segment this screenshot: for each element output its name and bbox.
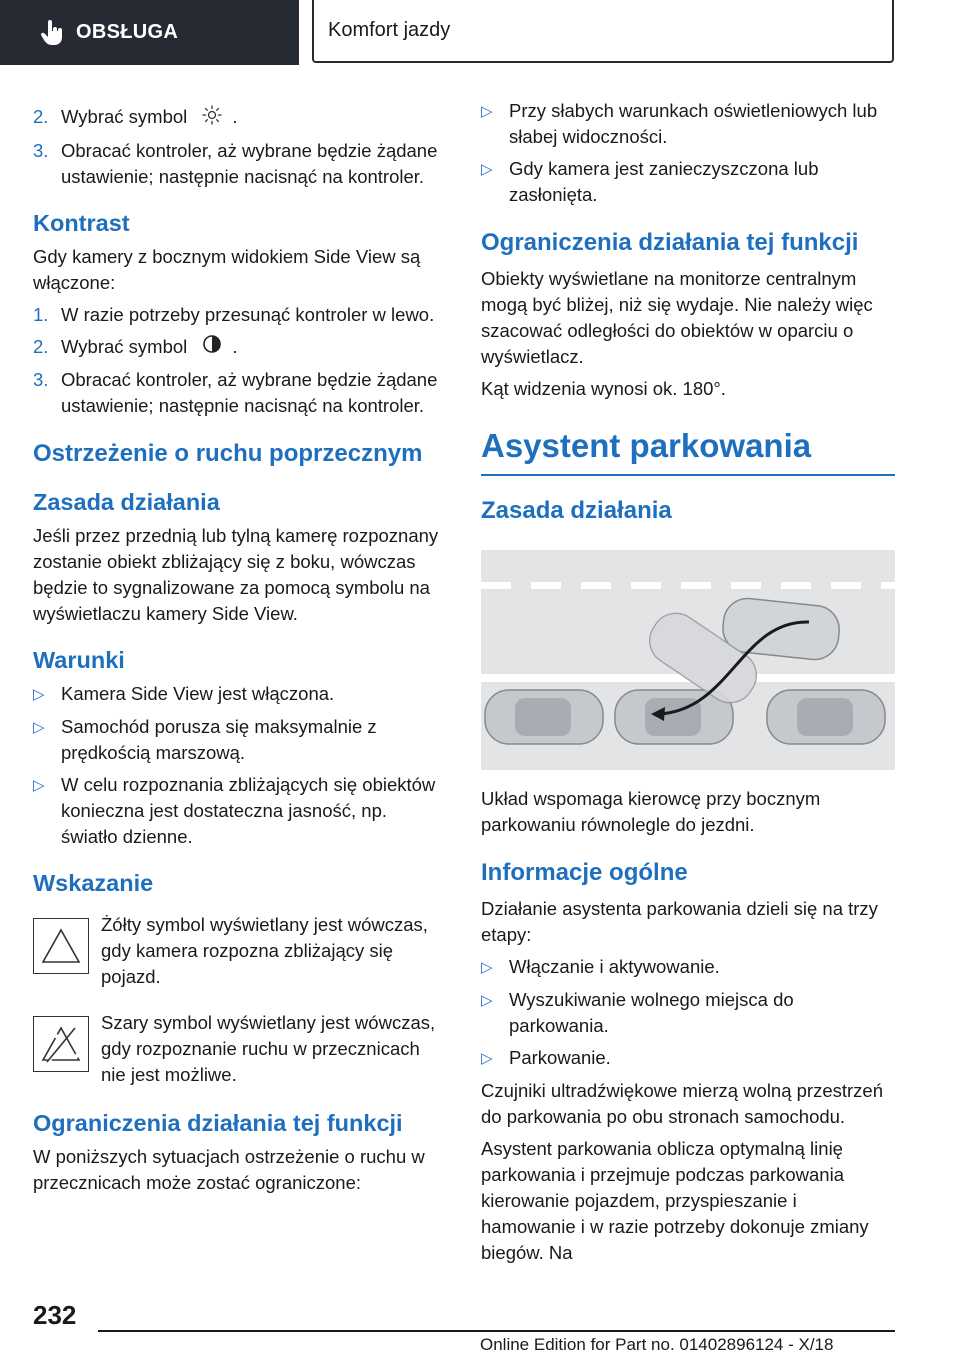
step-number: 1. xyxy=(33,303,49,325)
list-item xyxy=(33,138,447,190)
paragraph: Obiekty wyświetlane na monitorze centralnym mogą być bliżej, niż się wydaje. Nie należy więc szacować odległości do obiektów w oparciu o wyświetlacz. xyxy=(481,268,873,367)
list-item xyxy=(33,714,447,766)
bullet-icon: ▷ xyxy=(33,719,45,737)
warning-text: Żółty symbol wyświetlany jest wówczas, gdy kamera rozpozna zbliżający się pojazd. xyxy=(101,914,428,988)
bullet-icon: ▷ xyxy=(33,777,45,795)
list-item xyxy=(33,302,447,328)
heading-ograniczenia: Ograniczenia działania tej funkcji xyxy=(33,1110,403,1137)
warning-text: Szary symbol wyświetlany jest wówczas, gdy rozpoznanie ruchu w przecznicach nie jest możliwe. xyxy=(101,1012,436,1086)
bullet-text: Wyszukiwanie wolnego miejsca do parkowania. xyxy=(509,989,794,1036)
heading-ostrzezenie: Ostrzeżenie o ruchu poprzecznym xyxy=(33,440,423,468)
warning-row xyxy=(33,912,447,990)
footer-edition: Online Edition for Part no. 01402896124 - X/18 xyxy=(480,1335,834,1354)
list-item xyxy=(481,98,895,150)
page-number: 232 xyxy=(33,1300,77,1330)
image-caption: Układ wspomaga kierowcę przy bocznym parkowaniu równolegle do jezdni. xyxy=(481,788,821,835)
parked-car-left xyxy=(485,690,603,744)
hand-pointer-icon xyxy=(40,19,64,47)
bullet-icon: ▷ xyxy=(481,992,493,1009)
paragraph: W poniższych sytuacjach ostrzeżenie o ruchu w przecznicach może zostać ograniczone: xyxy=(33,1146,425,1194)
bullet-text: Kamera Side View jest włączona. xyxy=(61,683,335,705)
warning-triangle-crossed-icon xyxy=(33,1016,89,1072)
bullet-text: Włączanie i aktywowanie. xyxy=(509,956,720,977)
heading-zasada: Zasada działania xyxy=(33,489,220,516)
step-text: Obracać kontroler, aż wybrane będzie żądane ustawienie; następnie nacisnąć na kontroler. xyxy=(61,139,438,187)
section-title: Asystent parkowania xyxy=(481,424,895,476)
heading-ograniczenia: Ograniczenia działania tej funkcji xyxy=(481,229,859,256)
brightness-sun-icon xyxy=(202,105,222,132)
paragraph: Asystent parkowania oblicza optymalną linię parkowania i przejmuje podczas parkowania kierowanie pojazdem, przyspieszanie i hamowanie i w razie potrzeby dokonuje zmiany biegów. Na xyxy=(481,1138,869,1263)
warning-triangle-icon xyxy=(33,918,89,974)
section-tab-label: OBSŁUGA xyxy=(76,21,179,43)
heading-kontrast: Kontrast xyxy=(33,209,130,236)
footer-divider xyxy=(98,1330,895,1332)
list-item xyxy=(33,772,447,850)
paragraph: Gdy kamery z bocznym widokiem Side View są włączone: xyxy=(33,245,421,293)
step-suffix: . xyxy=(232,106,238,127)
step-text: W razie potrzeby przesunąć kontroler w lewo. xyxy=(61,303,435,325)
step-text: Obracać kontroler, aż wybrane będzie żądane ustawienie; następnie nacisnąć na kontroler. xyxy=(61,369,438,417)
list-item xyxy=(33,104,447,132)
left-column xyxy=(33,98,447,1202)
bullet-icon: ▷ xyxy=(481,103,493,120)
bullet-icon: ▷ xyxy=(481,161,493,178)
bullet-icon: ▷ xyxy=(481,959,493,976)
paragraph: Kąt widzenia wynosi ok. 180°. xyxy=(481,378,726,399)
bullet-text: Gdy kamera jest zanieczyszczona lub zasłonięta. xyxy=(509,158,819,205)
contrast-icon xyxy=(202,334,222,361)
list-item xyxy=(33,681,447,708)
step-text: Wybrać symbol xyxy=(61,335,188,357)
bullet-icon: ▷ xyxy=(481,1050,493,1067)
parked-car-right xyxy=(767,690,885,744)
step-text: Wybrać symbol xyxy=(61,106,188,127)
right-column xyxy=(481,98,895,1272)
chapter-tab xyxy=(312,0,894,63)
chapter-tab-label: Komfort jazdy xyxy=(328,19,451,41)
paragraph: Czujniki ultradźwiękowe mierzą wolną przestrzeń do parkowania po obu stronach samochodu. xyxy=(481,1080,884,1127)
step-number: 2. xyxy=(33,335,49,357)
bullet-icon: ▷ xyxy=(33,686,45,704)
list-item xyxy=(481,156,895,208)
parking-illustration xyxy=(481,550,895,770)
bullet-text: Samochód porusza się maksymalnie z prędkością marszową. xyxy=(61,716,377,764)
heading-zasada: Zasada działania xyxy=(481,497,672,524)
bullet-text: Przy słabych warunkach oświetleniowych lub słabej widoczności. xyxy=(509,100,878,147)
heading-wskazanie: Wskazanie xyxy=(33,870,154,897)
bullet-text: Parkowanie. xyxy=(509,1047,611,1068)
paragraph: Działanie asystenta parkowania dzieli się na trzy etapy: xyxy=(481,898,878,945)
list-item xyxy=(33,334,447,362)
paragraph: Jeśli przez przednią lub tylną kamerę rozpoznany zostanie obiekt zbliżający się z boku, wówczas będzie to sygnalizowane za pomocą symbolu na wyświetlaczu kamery Side View. xyxy=(33,525,439,625)
step-suffix: . xyxy=(232,335,238,357)
list-item xyxy=(481,1045,895,1072)
warning-row xyxy=(33,1010,447,1088)
step-number: 3. xyxy=(33,139,49,161)
list-item xyxy=(481,954,895,981)
heading-informacje: Informacje ogólne xyxy=(481,859,688,886)
bullet-text: W celu rozpoznania zbliżających się obiektów konieczna jest dostateczna jasność, np. światło dzienne. xyxy=(61,774,436,848)
step-number: 2. xyxy=(33,106,49,127)
list-item xyxy=(33,367,447,419)
section-tab xyxy=(0,0,299,65)
heading-warunki: Warunki xyxy=(33,647,125,674)
list-item xyxy=(481,987,895,1039)
step-number: 3. xyxy=(33,369,49,391)
